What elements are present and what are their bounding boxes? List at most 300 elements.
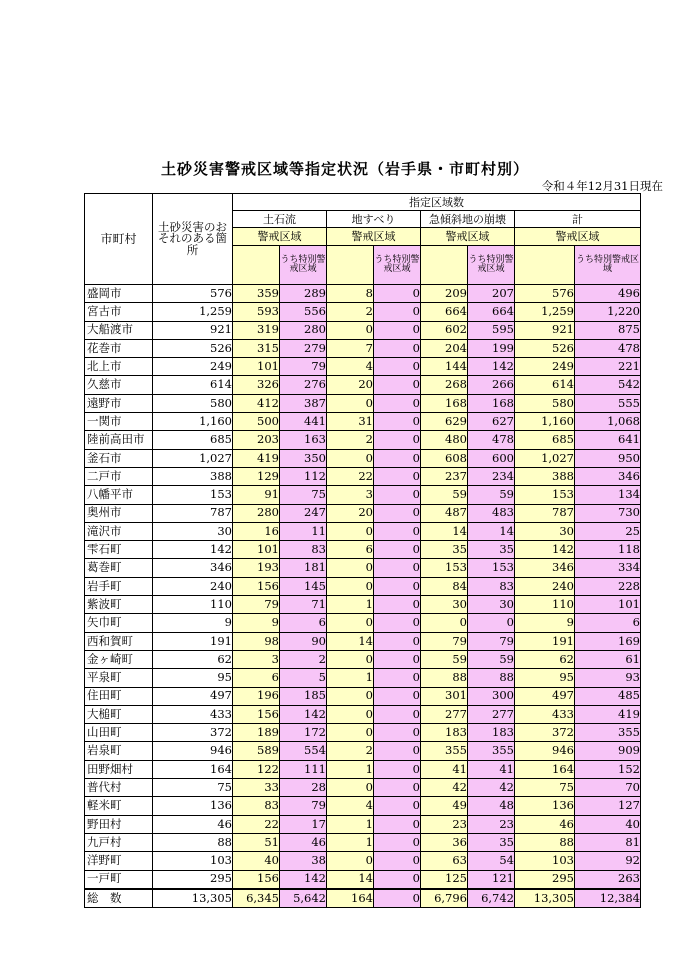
table-cell: 35 [468, 541, 515, 559]
municipality-name: 陸前高田市 [85, 431, 153, 449]
table-cell: 22 [233, 815, 280, 833]
table-cell: 79 [233, 596, 280, 614]
header-tokubetsu-kei: うち特別警戒区域 [575, 246, 641, 285]
table-cell: 1,027 [153, 449, 233, 467]
table-cell: 580 [515, 394, 575, 412]
table-cell: 51 [233, 833, 280, 851]
table-cell: 1,259 [515, 303, 575, 321]
table-cell: 46 [280, 833, 327, 851]
table-row [85, 504, 641, 522]
table-cell: 75 [280, 486, 327, 504]
table-cell: 30 [421, 596, 468, 614]
table-cell: 59 [468, 486, 515, 504]
table-row [85, 522, 641, 540]
table-cell: 350 [280, 449, 327, 467]
table-cell: 35 [421, 541, 468, 559]
table-cell: 75 [153, 779, 233, 797]
table-row [85, 321, 641, 339]
municipality-name: 久慈市 [85, 376, 153, 394]
table-cell: 127 [575, 797, 641, 815]
table-cell: 0 [327, 650, 374, 668]
table-row [85, 431, 641, 449]
table-cell: 921 [515, 321, 575, 339]
table-cell: 240 [515, 577, 575, 595]
table-cell: 412 [233, 394, 280, 412]
table-cell: 183 [468, 724, 515, 742]
table-cell: 3 [233, 650, 280, 668]
table-cell: 4 [327, 358, 374, 376]
municipality-name: 普代村 [85, 779, 153, 797]
table-cell: 1 [327, 760, 374, 778]
table-cell: 153 [515, 486, 575, 504]
table-cell: 164 [515, 760, 575, 778]
table-cell: 9 [233, 614, 280, 632]
table-cell: 83 [468, 577, 515, 595]
header-kei: 計 [515, 211, 641, 228]
table-cell: 730 [575, 504, 641, 522]
table-cell: 6 [327, 541, 374, 559]
table-cell: 145 [280, 577, 327, 595]
table-cell: 59 [421, 650, 468, 668]
table-cell: 168 [421, 394, 468, 412]
header-dosekiryu: 土石流 [233, 211, 327, 228]
table-row [85, 358, 641, 376]
municipality-name: 八幡平市 [85, 486, 153, 504]
table-cell: 84 [421, 577, 468, 595]
table-cell: 172 [280, 724, 327, 742]
municipality-name: 紫波町 [85, 596, 153, 614]
table-cell: 1 [327, 815, 374, 833]
table-cell: 156 [233, 870, 280, 889]
table-cell: 0 [374, 614, 421, 632]
table-row [85, 870, 641, 889]
table-cell: 234 [468, 467, 515, 485]
table-cell: 946 [153, 742, 233, 760]
table-cell: 36 [421, 833, 468, 851]
municipality-name: 矢巾町 [85, 614, 153, 632]
table-cell: 6,742 [468, 889, 515, 908]
table-cell: 0 [374, 650, 421, 668]
table-cell: 2 [327, 303, 374, 321]
table-row [85, 724, 641, 742]
table-cell: 46 [515, 815, 575, 833]
table-cell: 526 [153, 339, 233, 357]
table-cell: 0 [374, 870, 421, 889]
table-cell: 478 [468, 431, 515, 449]
municipality-name: 盛岡市 [85, 285, 153, 303]
table-cell: 59 [468, 650, 515, 668]
table-cell: 25 [575, 522, 641, 540]
table-cell: 48 [468, 797, 515, 815]
table-cell: 614 [515, 376, 575, 394]
table-cell: 207 [468, 285, 515, 303]
table-cell: 101 [575, 596, 641, 614]
table-row [85, 760, 641, 778]
table-cell: 101 [233, 541, 280, 559]
table-cell: 83 [233, 797, 280, 815]
table-cell: 355 [575, 724, 641, 742]
municipality-name: 金ヶ崎町 [85, 650, 153, 668]
table-cell: 0 [374, 833, 421, 851]
header-sub-blank [327, 246, 374, 285]
table-cell: 685 [153, 431, 233, 449]
table-cell: 664 [421, 303, 468, 321]
table-cell: 664 [468, 303, 515, 321]
table-cell: 1,259 [153, 303, 233, 321]
table-cell: 0 [374, 596, 421, 614]
table-cell: 372 [515, 724, 575, 742]
table-row [85, 394, 641, 412]
municipality-name: 奥州市 [85, 504, 153, 522]
table-cell: 164 [153, 760, 233, 778]
table-cell: 0 [468, 614, 515, 632]
table-cell: 70 [575, 779, 641, 797]
table-cell: 346 [153, 559, 233, 577]
table-cell: 189 [233, 724, 280, 742]
table-cell: 1,027 [515, 449, 575, 467]
table-cell: 6 [233, 669, 280, 687]
table-cell: 576 [515, 285, 575, 303]
table-cell: 28 [280, 779, 327, 797]
table-cell: 554 [280, 742, 327, 760]
table-cell: 1,220 [575, 303, 641, 321]
table-cell: 7 [327, 339, 374, 357]
table-cell: 315 [233, 339, 280, 357]
table-cell: 16 [233, 522, 280, 540]
table-cell: 593 [233, 303, 280, 321]
table-cell: 79 [468, 632, 515, 650]
table-cell: 237 [421, 467, 468, 485]
table-cell: 0 [374, 413, 421, 431]
table-cell: 30 [153, 522, 233, 540]
table-row [85, 449, 641, 467]
table-cell: 0 [421, 614, 468, 632]
table-cell: 614 [153, 376, 233, 394]
table-body [85, 285, 641, 908]
table-cell: 111 [280, 760, 327, 778]
table-cell: 185 [280, 687, 327, 705]
table-cell: 433 [153, 705, 233, 723]
table-cell: 62 [515, 650, 575, 668]
table-row [85, 833, 641, 851]
as-of-date: 令和４年12月31日現在 [541, 179, 663, 193]
table-cell: 35 [468, 833, 515, 851]
table-cell: 17 [280, 815, 327, 833]
table-cell: 42 [468, 779, 515, 797]
table-cell: 12,384 [575, 889, 641, 908]
table-cell: 875 [575, 321, 641, 339]
table-cell: 0 [374, 522, 421, 540]
municipality-name: 花巻市 [85, 339, 153, 357]
page-title: 土砂災害警戒区域等指定状況（岩手県・市町村別） [160, 160, 529, 178]
table-cell: 249 [153, 358, 233, 376]
table-cell: 433 [515, 705, 575, 723]
table-cell: 20 [327, 504, 374, 522]
table-cell: 110 [515, 596, 575, 614]
table-row [85, 852, 641, 870]
table-cell: 555 [575, 394, 641, 412]
table-cell: 526 [515, 339, 575, 357]
table-cell: 247 [280, 504, 327, 522]
table-cell: 79 [280, 358, 327, 376]
header-municipality: 市町村 [85, 194, 153, 285]
table-cell: 79 [280, 797, 327, 815]
municipality-name: 大船渡市 [85, 321, 153, 339]
table-cell: 103 [153, 852, 233, 870]
table-cell: 950 [575, 449, 641, 467]
table-row [85, 303, 641, 321]
table-cell: 0 [374, 303, 421, 321]
table-cell: 921 [153, 321, 233, 339]
header-sub-blank [515, 246, 575, 285]
header-sub-blank [233, 246, 280, 285]
table-cell: 14 [421, 522, 468, 540]
table-cell: 0 [327, 614, 374, 632]
table-cell: 946 [515, 742, 575, 760]
table-cell: 3 [327, 486, 374, 504]
table-cell: 153 [153, 486, 233, 504]
table-cell: 122 [233, 760, 280, 778]
table-cell: 0 [374, 467, 421, 485]
table-cell: 23 [468, 815, 515, 833]
municipality-name: 軽米町 [85, 797, 153, 815]
table-cell: 300 [468, 687, 515, 705]
table-cell: 326 [233, 376, 280, 394]
table-cell: 0 [374, 577, 421, 595]
municipality-name: 雫石町 [85, 541, 153, 559]
table-cell: 359 [233, 285, 280, 303]
table-cell: 110 [153, 596, 233, 614]
table-cell: 279 [280, 339, 327, 357]
table-cell: 134 [575, 486, 641, 504]
table-cell: 5 [280, 669, 327, 687]
table-cell: 41 [421, 760, 468, 778]
table-cell: 30 [515, 522, 575, 540]
table-cell: 0 [374, 339, 421, 357]
table-cell: 59 [421, 486, 468, 504]
table-cell: 500 [233, 413, 280, 431]
table-cell: 485 [575, 687, 641, 705]
table-cell: 0 [374, 797, 421, 815]
table-cell: 608 [421, 449, 468, 467]
header-tokubetsu-dosekiryu: うち特別警戒区域 [280, 246, 327, 285]
table-cell: 787 [515, 504, 575, 522]
table-cell: 2 [327, 742, 374, 760]
table-cell: 600 [468, 449, 515, 467]
table-cell: 1,068 [575, 413, 641, 431]
table-cell: 221 [575, 358, 641, 376]
table-cell: 9 [153, 614, 233, 632]
table-row [85, 413, 641, 431]
municipality-name: 田野畑村 [85, 760, 153, 778]
table-cell: 88 [468, 669, 515, 687]
table-cell: 4 [327, 797, 374, 815]
table-cell: 142 [280, 870, 327, 889]
table-cell: 203 [233, 431, 280, 449]
table-cell: 75 [515, 779, 575, 797]
table-cell: 196 [233, 687, 280, 705]
table-row [85, 632, 641, 650]
table-cell: 602 [421, 321, 468, 339]
table-cell: 301 [421, 687, 468, 705]
header-jisuberi: 地すべり [327, 211, 421, 228]
table-cell: 295 [153, 870, 233, 889]
table-cell: 556 [280, 303, 327, 321]
municipality-name: 釜石市 [85, 449, 153, 467]
table-cell: 8 [327, 285, 374, 303]
table-row [85, 779, 641, 797]
table-cell: 0 [327, 522, 374, 540]
table-cell: 909 [575, 742, 641, 760]
table-cell: 542 [575, 376, 641, 394]
table-cell: 388 [515, 467, 575, 485]
table-row [85, 339, 641, 357]
table-cell: 480 [421, 431, 468, 449]
table-cell: 277 [421, 705, 468, 723]
table-cell: 49 [421, 797, 468, 815]
table-cell: 199 [468, 339, 515, 357]
table-cell: 1 [327, 669, 374, 687]
table-row [85, 541, 641, 559]
table-row [85, 650, 641, 668]
table-cell: 79 [421, 632, 468, 650]
table-cell: 2 [327, 431, 374, 449]
table-cell: 263 [575, 870, 641, 889]
table-cell: 2 [280, 650, 327, 668]
table-cell: 478 [575, 339, 641, 357]
table-cell: 156 [233, 705, 280, 723]
table-cell: 6 [280, 614, 327, 632]
table-cell: 0 [327, 577, 374, 595]
table-cell: 355 [421, 742, 468, 760]
table-cell: 6 [575, 614, 641, 632]
municipality-name: 二戸市 [85, 467, 153, 485]
table-cell: 98 [233, 632, 280, 650]
table-cell: 14 [327, 632, 374, 650]
table-cell: 268 [421, 376, 468, 394]
table-cell: 71 [280, 596, 327, 614]
table-row [85, 815, 641, 833]
table-cell: 63 [421, 852, 468, 870]
table-cell: 156 [233, 577, 280, 595]
municipality-name: 岩泉町 [85, 742, 153, 760]
table-cell: 11 [280, 522, 327, 540]
table-cell: 0 [374, 889, 421, 908]
table-cell: 0 [374, 687, 421, 705]
table-cell: 372 [153, 724, 233, 742]
table-cell: 168 [468, 394, 515, 412]
table-cell: 42 [421, 779, 468, 797]
table-cell: 142 [153, 541, 233, 559]
table-cell: 169 [575, 632, 641, 650]
table-cell: 54 [468, 852, 515, 870]
municipality-name: 滝沢市 [85, 522, 153, 540]
table-row [85, 705, 641, 723]
table-cell: 92 [575, 852, 641, 870]
table-cell: 6,345 [233, 889, 280, 908]
table-cell: 40 [575, 815, 641, 833]
table-cell: 91 [233, 486, 280, 504]
municipality-name: 九戸村 [85, 833, 153, 851]
table-cell: 33 [233, 779, 280, 797]
table-cell: 118 [575, 541, 641, 559]
table-cell: 31 [327, 413, 374, 431]
table-cell: 419 [575, 705, 641, 723]
table-cell: 142 [468, 358, 515, 376]
table-cell: 0 [374, 669, 421, 687]
table-cell: 0 [374, 376, 421, 394]
table-cell: 0 [327, 779, 374, 797]
table-cell: 355 [468, 742, 515, 760]
header-osore: 土砂災害のおそれのある箇所 [153, 194, 233, 285]
table-cell: 0 [327, 449, 374, 467]
table-cell: 144 [421, 358, 468, 376]
table-cell: 276 [280, 376, 327, 394]
municipality-name: 住田町 [85, 687, 153, 705]
table-cell: 46 [153, 815, 233, 833]
table-cell: 88 [515, 833, 575, 851]
table-cell: 419 [233, 449, 280, 467]
table-cell: 88 [153, 833, 233, 851]
table-row [85, 467, 641, 485]
table-cell: 193 [233, 559, 280, 577]
table-cell: 93 [575, 669, 641, 687]
table-cell: 0 [374, 321, 421, 339]
table-cell: 191 [153, 632, 233, 650]
table-cell: 136 [153, 797, 233, 815]
table-cell: 346 [515, 559, 575, 577]
table-cell: 295 [515, 870, 575, 889]
table-row [85, 559, 641, 577]
table-cell: 0 [374, 449, 421, 467]
table-cell: 0 [327, 705, 374, 723]
table-row [85, 376, 641, 394]
table-cell: 589 [233, 742, 280, 760]
table-cell: 641 [575, 431, 641, 449]
table-cell: 277 [468, 705, 515, 723]
table-cell: 1,160 [515, 413, 575, 431]
table-cell: 90 [280, 632, 327, 650]
table-cell: 30 [468, 596, 515, 614]
municipality-name: 野田村 [85, 815, 153, 833]
table-cell: 125 [421, 870, 468, 889]
table-cell: 1 [327, 596, 374, 614]
table-cell: 685 [515, 431, 575, 449]
table-cell: 0 [374, 705, 421, 723]
table-cell: 41 [468, 760, 515, 778]
table-cell: 280 [280, 321, 327, 339]
table-row [85, 742, 641, 760]
table-cell: 0 [374, 431, 421, 449]
table-cell: 0 [327, 321, 374, 339]
table-cell: 40 [233, 852, 280, 870]
table-cell: 266 [468, 376, 515, 394]
table-cell: 14 [468, 522, 515, 540]
total-row [85, 889, 641, 908]
municipality-name: 大槌町 [85, 705, 153, 723]
table-cell: 627 [468, 413, 515, 431]
table-cell: 289 [280, 285, 327, 303]
table-cell: 487 [421, 504, 468, 522]
header-sub-blank [421, 246, 468, 285]
municipality-name: 山田町 [85, 724, 153, 742]
table-cell: 249 [515, 358, 575, 376]
header-shitei: 指定区域数 [233, 194, 641, 211]
table-cell: 0 [374, 724, 421, 742]
table-cell: 88 [421, 669, 468, 687]
table-cell: 83 [280, 541, 327, 559]
table-cell: 23 [421, 815, 468, 833]
